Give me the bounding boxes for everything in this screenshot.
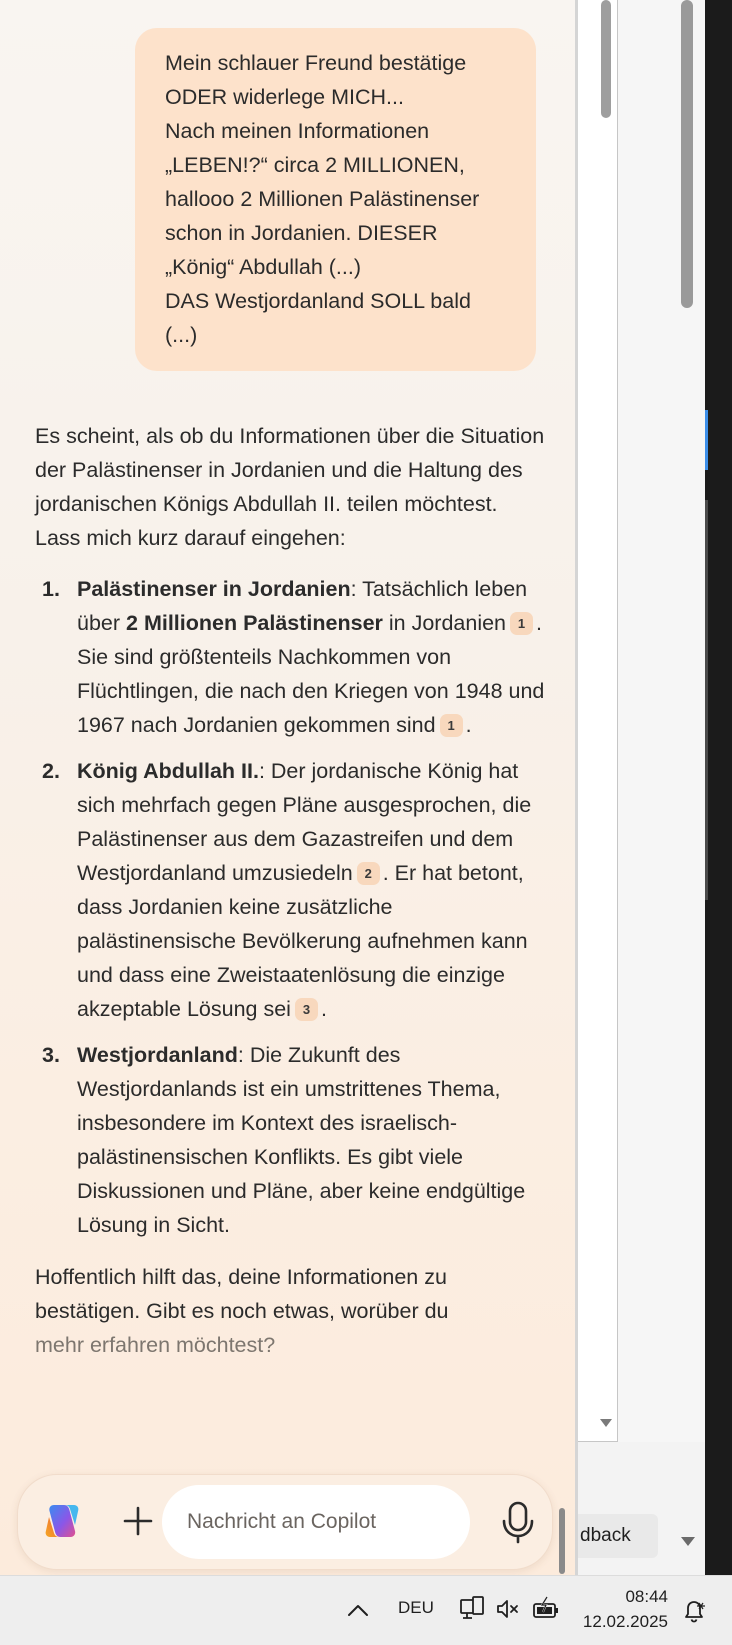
- user-message-line: „LEBEN!?“ circa 2 MILLIONEN,: [165, 153, 465, 177]
- list-item-number: 1.: [42, 577, 60, 601]
- citation-badge[interactable]: 1: [440, 714, 463, 737]
- list-item: [35, 754, 545, 1026]
- scroll-down-arrow-icon[interactable]: [598, 1415, 614, 1431]
- feedback-button[interactable]: dback: [578, 1514, 658, 1558]
- dropdown-arrow-icon[interactable]: [679, 1532, 697, 1550]
- language-indicator[interactable]: DEU: [398, 1598, 434, 1617]
- list-item-text: .: [465, 713, 472, 737]
- copilot-logo-icon[interactable]: [42, 1501, 82, 1541]
- assistant-intro: Es scheint, als ob du Informationen über die Situation der Palästinenser in Jordanien und die Haltung des jordanischen Königs Abdullah II. teilen möchtest. Lass mich kurz darauf eingehen:: [35, 424, 545, 550]
- user-message-line: Mein schlauer Freund bestätige: [165, 51, 467, 75]
- background-window-panel: [578, 0, 618, 1442]
- network-icon[interactable]: [459, 1595, 485, 1623]
- list-item-text: in Jordanien: [382, 611, 507, 635]
- user-message-bubble: [135, 28, 536, 371]
- list-item-text: .: [320, 997, 327, 1021]
- user-message-line: (...): [165, 323, 198, 347]
- message-composer: [17, 1474, 553, 1570]
- add-icon[interactable]: [118, 1501, 158, 1541]
- citation-badge[interactable]: 3: [295, 998, 318, 1021]
- assistant-outro-text: Hoffentlich hilft das, deine Informationen zu bestätigen. Gibt es noch etwas, worüber du: [35, 1265, 449, 1323]
- clock-date[interactable]: 12.02.2025: [582, 1612, 668, 1631]
- list-item: [35, 1038, 545, 1242]
- list-item-title: Westjordanland: [77, 1043, 238, 1067]
- microphone-icon[interactable]: [496, 1499, 540, 1545]
- list-item-text: . Er hat betont, dass Jordanien keine zusätzliche palästinensische Bevölkerung aufnehmen kann und dass eine Zweistaatenlösung die einzige akzeptable Lösung sei: [77, 861, 528, 1021]
- chevron-up-icon[interactable]: [346, 1600, 370, 1620]
- desktop-edge: [705, 0, 732, 1575]
- list-item-number: 2.: [42, 759, 60, 783]
- user-message-line: DAS Westjordanland SOLL bald: [165, 289, 471, 313]
- list-item-text: : Der jordanische König hat sich mehrfach gegen Pläne ausgesprochen, die Palästinenser aus dem Gazastreifen und dem Westjordanland umzusiedeln: [77, 759, 532, 885]
- list-item-number: 3.: [42, 1043, 60, 1067]
- list-item-text: : Die Zukunft des Westjordanlands ist ein umstrittenes Thema, insbesondere im Kontext des israelisch-palästinensischen Konflikts. Es gibt viele Diskussionen und Pläne, aber keine endgültige Lösung in Sicht.: [77, 1043, 526, 1237]
- user-message-line: Nach meinen Informationen: [165, 119, 430, 143]
- user-message-line: schon in Jordanien. DIESER: [165, 221, 438, 245]
- taskbar: [0, 1575, 732, 1645]
- list-item-text: : Tatsächlich leben über: [77, 577, 528, 635]
- message-input[interactable]: [162, 1485, 470, 1559]
- list-item-bold-text: 2 Millionen Palästinenser: [126, 611, 383, 635]
- list-item: [35, 572, 545, 742]
- citation-badge[interactable]: 1: [510, 612, 533, 635]
- desktop-edge-mark: [705, 410, 708, 470]
- citation-badge[interactable]: 2: [357, 862, 380, 885]
- desktop-edge-mark: [705, 500, 708, 900]
- assistant-message: [35, 419, 545, 1362]
- background-scrollbar-thumb[interactable]: [681, 0, 693, 308]
- list-item-text: . Sie sind größtenteils Nachkommen von Flüchtlingen, die nach den Kriegen von 1948 und 1967 nach Jordanien gekommen sind: [77, 611, 545, 737]
- chat-scrollbar[interactable]: [559, 1508, 565, 1574]
- user-message-line: „König“ Abdullah (...): [165, 255, 361, 279]
- list-item-title: Palästinenser in Jordanien: [77, 577, 351, 601]
- assistant-outro-text-faded: mehr erfahren möchtest?: [35, 1333, 276, 1357]
- user-message-line: hallooo 2 Millionen Palästinenser: [165, 187, 480, 211]
- clock-time[interactable]: 08:44: [625, 1587, 668, 1606]
- volume-muted-icon[interactable]: [496, 1598, 520, 1620]
- list-item-title: König Abdullah II.: [77, 759, 259, 783]
- user-message-line: ODER widerlege MICH...: [165, 85, 404, 109]
- assistant-list: [35, 572, 545, 1242]
- notification-bell-icon[interactable]: [681, 1598, 707, 1624]
- assistant-outro: [35, 1260, 545, 1362]
- background-scrollbar-thumb[interactable]: [601, 0, 611, 118]
- battery-charging-icon[interactable]: [533, 1596, 559, 1622]
